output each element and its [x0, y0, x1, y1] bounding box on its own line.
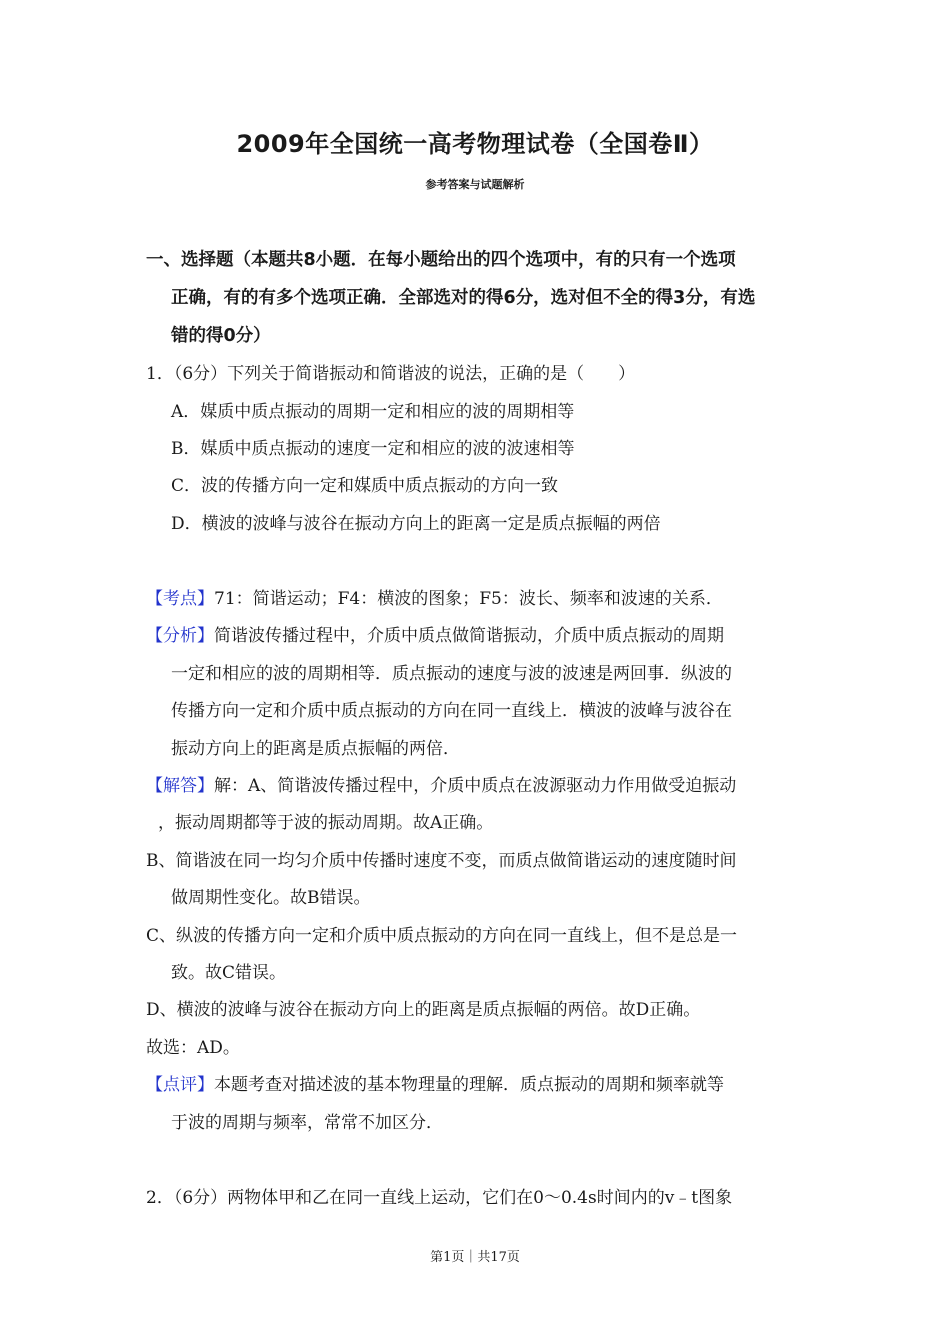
question-1-option-b: B．媒质中质点振动的速度一定和相应的波的波速相等 [171, 439, 575, 459]
jieda-line-1 [146, 771, 736, 796]
question-1-stem: 1．（6分）下列关于简谐振动和简谐波的说法，正确的是（ ） [146, 364, 636, 384]
question-1-option-d: D．横波的波峰与波谷在振动方向上的距离一定是质点振幅的两倍 [171, 514, 661, 534]
jieda-line-3: B、简谐波在同一均匀介质中传播时速度不变，而质点做简谐运动的速度随时间 [146, 851, 737, 871]
dianping-line-1 [146, 1070, 724, 1095]
jieda-tag: 【解答】 [146, 776, 214, 796]
fenxi-line-4: 振动方向上的距离是质点振幅的两倍． [171, 739, 460, 759]
dianping-text-1: 本题考查对描述波的基本物理量的理解．质点振动的周期和频率就等 [214, 1075, 724, 1095]
document-title: 2009年全国统一高考物理试卷（全国卷Ⅱ） [236, 130, 714, 158]
question-1-option-c: C．波的传播方向一定和媒质中质点振动的方向一致 [171, 476, 559, 496]
kaodian-text: 71：简谐运动；F4：横波的图象；F5：波长、频率和波速的关系． [214, 589, 723, 609]
jieda-line-7: D、横波的波峰与波谷在振动方向上的距离是质点振幅的两倍。故D正确。 [146, 1000, 701, 1020]
fenxi-line-3: 传播方向一定和介质中质点振动的方向在同一直线上．横波的波峰与波谷在 [171, 701, 732, 721]
jieda-line-2: ，振动周期都等于波的振动周期。故A正确。 [158, 813, 494, 833]
jieda-text-1: 解：A、简谐波传播过程中，介质中质点在波源驱动力作用做受迫振动 [214, 776, 737, 796]
document-subtitle: 参考答案与试题解析 [425, 178, 525, 191]
section-heading-line-3: 错的得0分） [171, 326, 271, 346]
jieda-line-5: C、纵波的传播方向一定和介质中质点振动的方向在同一直线上，但不是总是一 [146, 926, 738, 946]
jieda-line-4: 做周期性变化。故B错误。 [171, 888, 371, 908]
question-2-stem: 2．（6分）两物体甲和乙在同一直线上运动，它们在0～0.4s时间内的v﹣t图象 [146, 1188, 733, 1208]
fenxi-text-1: 简谐波传播过程中，介质中质点做简谐振动，介质中质点振动的周期 [214, 626, 724, 646]
section-heading-line-2: 正确，有的有多个选项正确．全部选对的得6分，选对但不全的得3分，有选 [171, 288, 756, 308]
jieda-answer: 故选：AD。 [146, 1038, 240, 1058]
page-footer: 第1页｜共17页 [430, 1250, 520, 1265]
section-heading-line-1: 一、选择题（本题共8小题．在每小题给出的四个选项中，有的只有一个选项 [146, 250, 736, 270]
dianping-line-2: 于波的周期与频率，常常不加区分． [171, 1113, 443, 1133]
kaodian-tag: 【考点】 [146, 589, 214, 609]
fenxi-line-2: 一定和相应的波的周期相等．质点振动的速度与波的波速是两回事．纵波的 [171, 664, 732, 684]
kaodian-paragraph [146, 584, 723, 609]
fenxi-line-1 [146, 621, 724, 646]
jieda-line-6: 致。故C错误。 [171, 963, 287, 983]
dianping-tag: 【点评】 [146, 1075, 214, 1095]
fenxi-tag: 【分析】 [146, 626, 214, 646]
question-1-option-a: A．媒质中质点振动的周期一定和相应的波的周期相等 [171, 402, 575, 422]
